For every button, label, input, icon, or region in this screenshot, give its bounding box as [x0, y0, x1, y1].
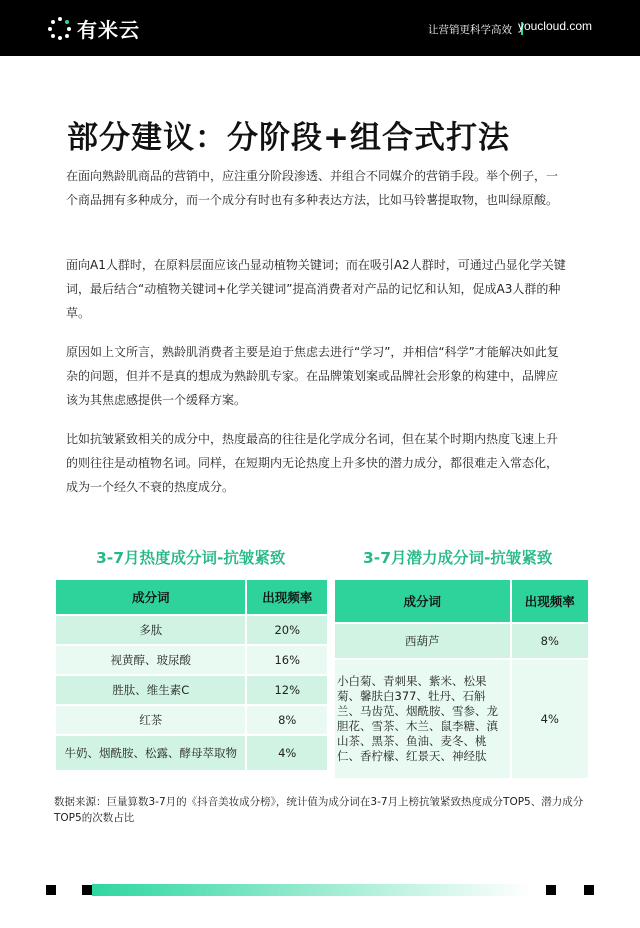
body-paragraph: 在面向熟龄肌商品的营销中，应注重分阶段渗透、并组合不同媒介的营销手段。举个例子，一个商品拥有多种成分，而一个成分有时也有多种表达方法，比如马铃薯提取物，也叫绿原酸。 [66, 169, 559, 207]
column-header-ingredient: 成分词 [55, 579, 246, 615]
column-header-frequency: 出现频率 [246, 579, 328, 615]
table-row [55, 705, 328, 735]
ingredient-cell: 牛奶、烟酰胺、松露、酵母萃取物 [55, 735, 246, 771]
footer-square-decoration [46, 885, 56, 895]
ingredient-cell: 红茶 [55, 705, 246, 735]
column-header-ingredient: 成分词 [334, 579, 511, 623]
site-link[interactable]: youcloud.com [517, 19, 592, 33]
hot-ingredients-table-title: 3-7月热度成分词-抗皱紧致 [96, 549, 286, 567]
footer-gradient-bar [92, 884, 532, 896]
footer-square-decoration [546, 885, 556, 895]
ingredient-cell: 小白菊、青刺果、紫米、松果菊、馨肤白377、牡丹、石斛兰、马齿苋、烟酰胺、雪参、龙胆花、雪茶、木兰、鼠李糖、滇山茶、黑茶、鱼油、麦冬、桃仁、香柠檬、红景天、神经肽 [334, 659, 511, 779]
top-header-bar [0, 0, 640, 56]
table-header-row [334, 579, 589, 623]
frequency-cell: 4% [511, 659, 589, 779]
sparkle-logo-icon [47, 16, 73, 42]
footer-square-decoration [584, 885, 594, 895]
data-source-note: 数据来源：巨量算数3-7月的《抖音美妆成分榜》，统计值为成分词在3-7月上榜抗皱紧致热度成分TOP5、潜力成分TOP5的次数占比 [54, 796, 584, 824]
table-row [55, 615, 328, 645]
potential-ingredients-table-title: 3-7月潜力成分词-抗皱紧致 [363, 549, 553, 567]
potential-ingredients-table [333, 578, 590, 780]
table-row [55, 645, 328, 675]
ingredient-cell: 多肽 [55, 615, 246, 645]
column-header-frequency: 出现频率 [511, 579, 589, 623]
table-row [55, 735, 328, 771]
frequency-cell: 20% [246, 615, 328, 645]
body-paragraph: 原因如上文所言，熟龄肌消费者主要是迫于焦虑去进行“学习”，并相信“科学”才能解决如此复杂的问题，但并不是真的想成为熟龄肌专家。在品牌策划案或品牌社会形象的构建中，品牌应该为其焦虑感提供一个缓释方案。 [66, 345, 559, 407]
body-paragraph: 比如抗皱紧致相关的成分中，热度最高的往往是化学成分名词，但在某个时期内热度飞速上升的则往往是动植物名词。同样，在短期内无论热度上升多快的潜力成分，都很难走入常态化，成为一个经久不衰的热度成分。 [66, 432, 559, 494]
brand-name: 有米云 [77, 18, 140, 42]
frequency-cell: 12% [246, 675, 328, 705]
table-row [334, 659, 589, 779]
frequency-cell: 4% [246, 735, 328, 771]
frequency-cell: 8% [246, 705, 328, 735]
table-row [55, 675, 328, 705]
ingredient-cell: 胜肽、维生素C [55, 675, 246, 705]
brand-logo[interactable] [47, 14, 140, 43]
ingredient-cell: 视黄醇、玻尿酸 [55, 645, 246, 675]
ingredient-cell: 西葫芦 [334, 623, 511, 659]
table-row [334, 623, 589, 659]
hot-ingredients-table [54, 578, 329, 772]
body-paragraph: 面向A1人群时，在原料层面应该凸显动植物关键词；而在吸引A2人群时，可通过凸显化学关键词，最后结合“动植物关键词+化学关键词”提高消费者对产品的记忆和认知，促成A3人群的种草。 [66, 258, 566, 320]
table-header-row [55, 579, 328, 615]
header-slogan: 让营销更科学高效 [428, 24, 512, 36]
frequency-cell: 16% [246, 645, 328, 675]
page-title: 部分建议：分阶段+组合式打法 [67, 120, 510, 156]
frequency-cell: 8% [511, 623, 589, 659]
footer-square-decoration [82, 885, 92, 895]
